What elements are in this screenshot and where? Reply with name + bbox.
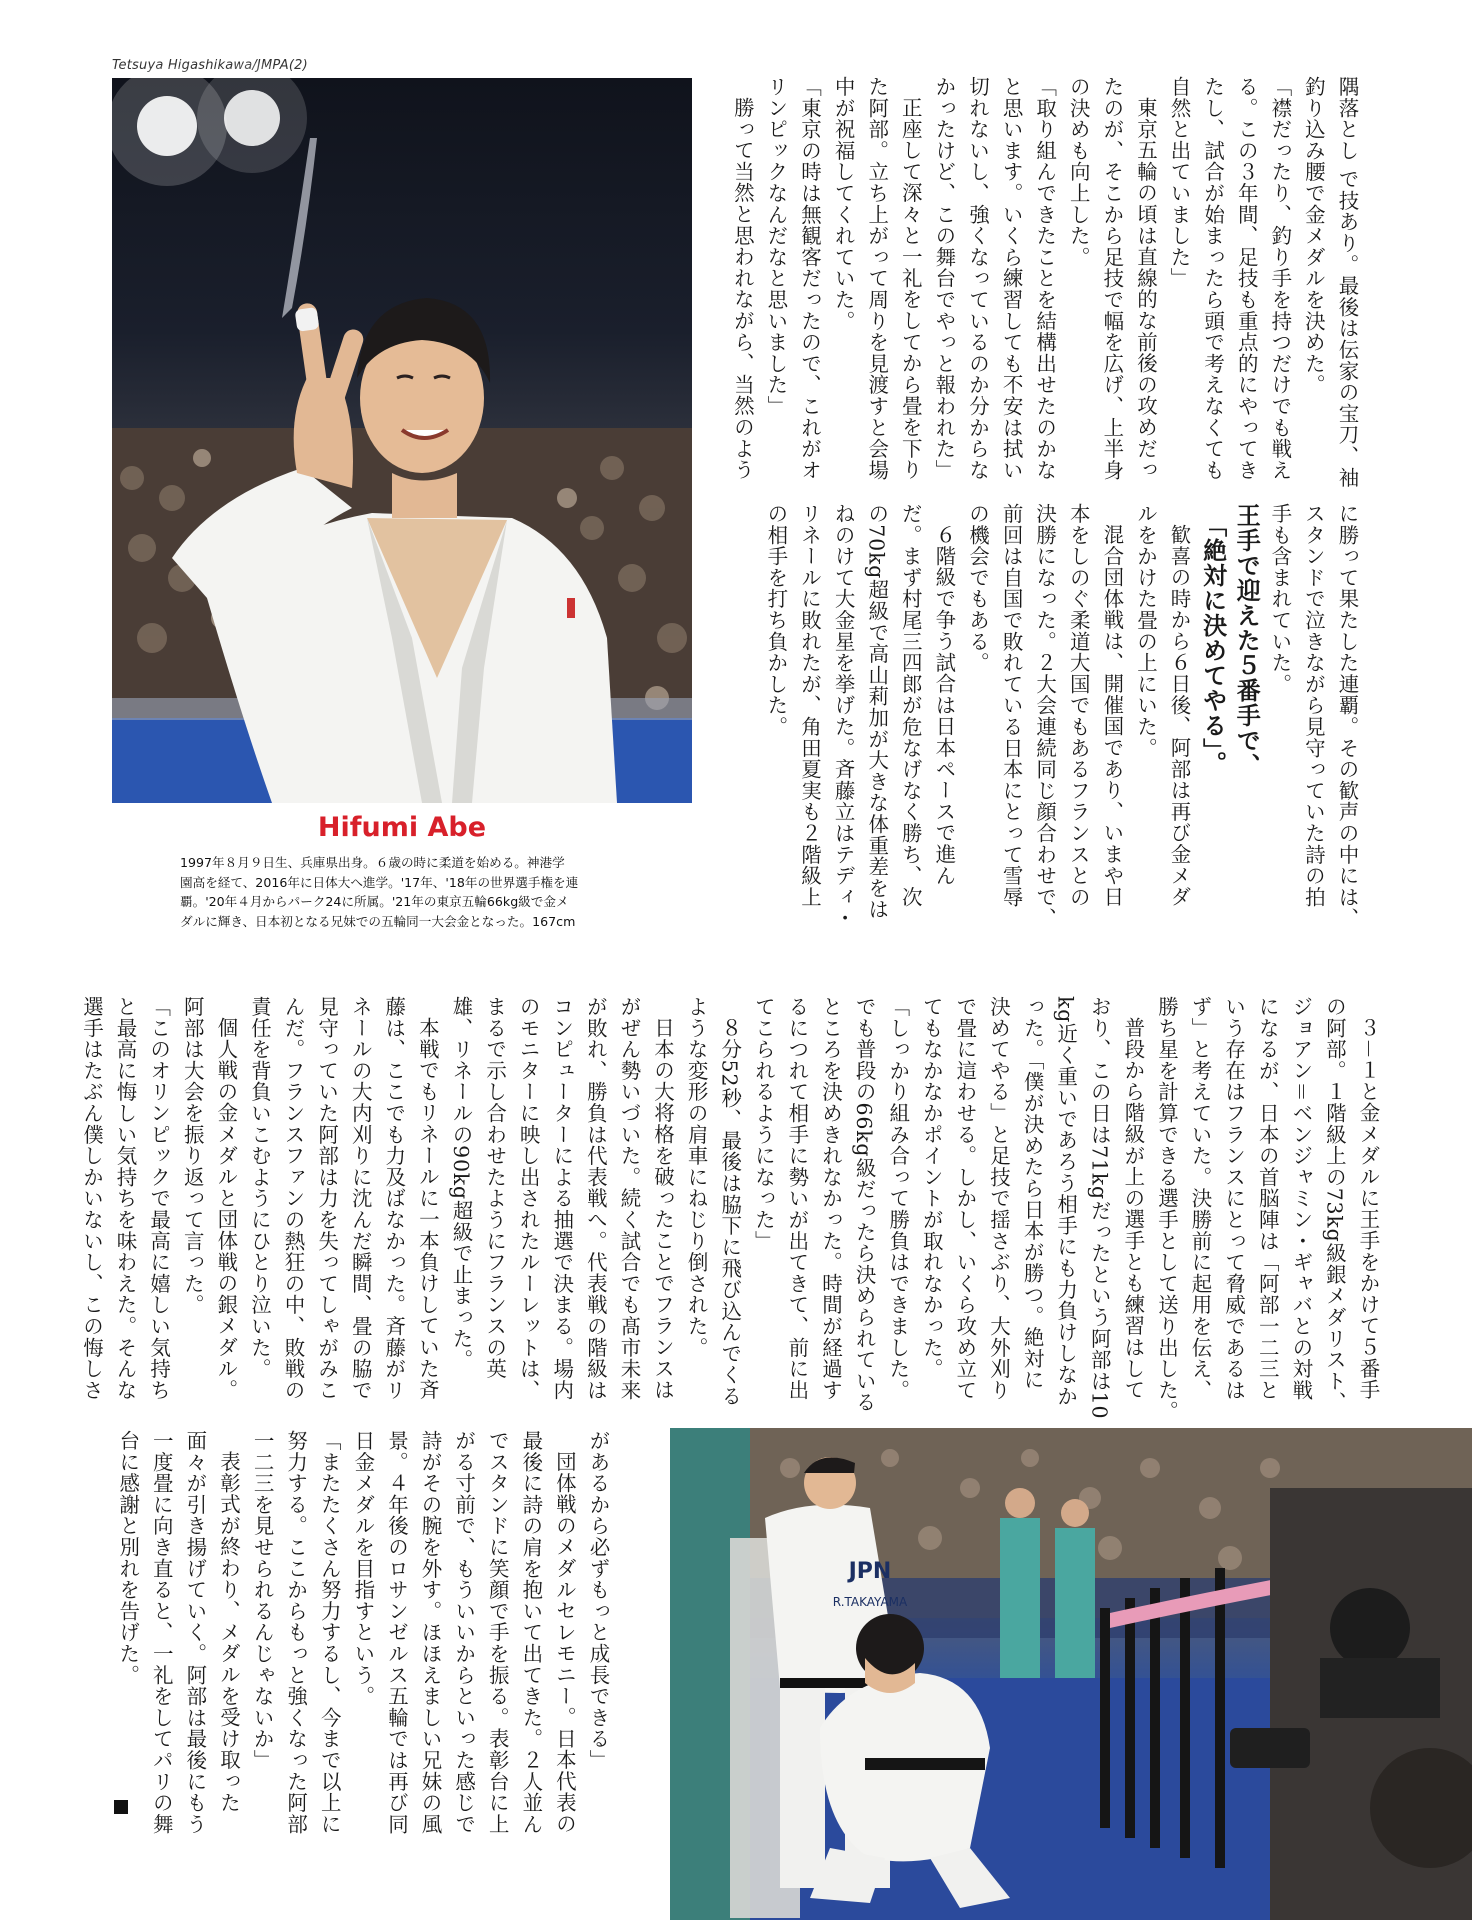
text-line: たのが、そこから足技で幅を広げ、上半身 [1099, 76, 1124, 481]
text-line: 勝ち星を計算できる選手として送り出した。 [1154, 996, 1179, 1422]
text-line: 東京五輪の頃は直線的な前後の攻めだっ [1133, 96, 1158, 480]
athlete-name: Hifumi Abe [317, 812, 487, 843]
text-line: 中が祝福してくれていた。 [831, 76, 856, 332]
text-line: が敗れ、勝負は代表戦へ。代表戦の階級は [583, 996, 608, 1401]
abe-crouching-illustration [670, 1428, 1472, 1920]
text-line: と思います。いくら練習しても不安は拭い [999, 76, 1024, 481]
text-line: たし、試合が始まったら頭で考えなくても [1200, 76, 1225, 481]
text-line: る。この３年間、足技も重点的にやってき [1234, 76, 1259, 481]
text-line: だ。まず村尾三四郎が危なげなく勝ち、次 [898, 503, 923, 908]
text-line: 表彰式が終わり、メダルを受け取った [216, 1450, 241, 1813]
text-line: の決めも向上した。 [1066, 76, 1091, 268]
text-line: 一度畳に向き直ると、一礼をしてパリの舞 [149, 1430, 174, 1835]
text-line: 団体戦のメダルセレモニー。日本代表の [552, 1450, 577, 1834]
jersey-name-text: R.TAKAYAMA [832, 1595, 908, 1609]
text-line: ジョアン＝ベンジャミン・ギャバとの対戦 [1288, 996, 1313, 1401]
text-line: 「襟だったり、釣り手を持つだけでも戦え [1267, 76, 1292, 481]
text-line: ねのけて大金星を挙げた。斉藤立はテディ・ [831, 503, 856, 929]
text-line: 混合団体戦は、開催国であり、いまや日 [1099, 523, 1124, 907]
text-line: の70kg超級で高山莉加が大きな体重差をは [864, 503, 889, 920]
text-line: かったけど、この舞台でやっと報われた」 [931, 76, 956, 481]
text-line: てこられるようになった」 [751, 996, 776, 1252]
text-line: ところを決めきれなかった。時間が経過す [818, 996, 843, 1401]
article-column-middle [79, 996, 1384, 1422]
text-line: 前回は自国で敗れている日本にとって雪辱 [999, 503, 1024, 908]
text-line: 歓喜の時から６日後、阿部は再び金メダ [1167, 523, 1192, 907]
text-line: おり、この日は71kgだったという阿部は10 [1087, 996, 1112, 1420]
section-heading: 王手で迎えた５番手で、 [1232, 503, 1261, 778]
text-line: でも普段の66kg級だったら決められている [852, 996, 877, 1413]
text-line: 個人戦の金メダルと団体戦の銀メダル。 [213, 1016, 238, 1400]
text-line: リネールに敗れたが、角田夏実も２階級上 [797, 503, 822, 908]
abe-crouching-photo [670, 1428, 1472, 1920]
bio-line: 園高を経て、2016年に日体大へ進学。'17年、'18年の世界選手権を連 [180, 874, 579, 890]
text-line: 正座して深々と一礼をしてから畳を下り [898, 96, 923, 480]
text-line: ず」と考えていた。決勝前に起用を伝え、 [1188, 996, 1213, 1401]
abe-victory-illustration [112, 78, 692, 803]
text-line: った。「僕が決めたら日本が勝つ。絶対に [1020, 996, 1045, 1391]
text-line: ような変形の肩車にねじり倒された。 [684, 996, 709, 1359]
text-line: コンピューターによる抽選で決まる。場内 [549, 996, 574, 1401]
text-line: 普段から階級が上の選手とも練習はして [1120, 1016, 1145, 1400]
text-line: ６階級で争う試合は日本ペースで進ん [931, 523, 956, 886]
text-line: があるから必ずもっと成長できる」 [586, 1430, 610, 1771]
text-line: 決めてやる」と足技で揺さぶり、大外刈り [986, 996, 1011, 1401]
text-line: 隅落とし で技あり。最後は伝家の宝刀、袖 [1335, 76, 1359, 489]
text-line: 景。４年後のロサンゼルス五輪では再び同 [384, 1430, 409, 1835]
text-line: 面々が引き揚げていく。阿部は最後にもう [182, 1430, 207, 1835]
text-line: 日本の大将格を破ったことでフランスは [650, 1016, 675, 1400]
text-line: 本をしのぐ柔道大国でもあるフランスとの [1066, 503, 1091, 908]
text-line: 責任を背負いこむようにひとり泣いた。 [247, 996, 272, 1380]
text-line: の阿部。１階級上の73kg級銀メダリスト、 [1322, 996, 1347, 1413]
text-line: 「しっかり組み合って勝負はできました。 [885, 996, 910, 1401]
text-line: 「取り組んできたことを結構出せたのかな [1032, 76, 1057, 481]
text-line: と最高に悔しい気持ちを味わえた。そんな [113, 996, 138, 1401]
text-line: ルをかけた畳の上にいた。 [1133, 503, 1158, 759]
text-line: kg近く重いであろう相手にも力負けしなか [1053, 996, 1078, 1407]
text-line: 詩がその腕を外す。ほほえましい兄妹の風 [418, 1430, 443, 1835]
text-line: た阿部。立ち上がって周りを見渡すと会場 [864, 76, 889, 481]
section-heading: 「絶対に決めてやる」。 [1198, 512, 1227, 776]
text-line: リンピックなんだなと思いました」 [763, 76, 788, 417]
text-line: 「またたくさん努力するし、今まで以上に [317, 1430, 342, 1835]
text-line: 本戦でもリネールに一本負けしていた斉 [415, 1016, 440, 1400]
text-line: 勝って当然と思われながら、当然のよう [730, 96, 755, 480]
text-line: 釣り込み腰で金メダルを決めた。 [1301, 76, 1326, 396]
article-column-mid-right [763, 503, 1363, 929]
jersey-country-text: JPN [848, 1559, 892, 1584]
text-line: 見守っていた阿部は力を失ってしゃがみこ [314, 996, 339, 1401]
text-line: 藤は、ここでも力及ばなかった。斉藤がリ [381, 996, 406, 1401]
text-line: の機会でもある。 [965, 503, 990, 674]
text-line: がる寸前で、もういいからといった感じで [451, 1430, 476, 1835]
text-line: 日金メダルを目指すという。 [350, 1430, 375, 1707]
text-line: 努力する。ここからもっと強くなった阿部 [283, 1430, 308, 1835]
text-line: スタンドで泣きながら見守っていた詩の拍 [1301, 503, 1326, 908]
text-line: 阿部は大会を振り返って言った。 [180, 996, 205, 1316]
text-line: がぜん勢いづいた。続く試合でも髙市未来 [616, 996, 641, 1401]
text-line: 自然と出ていました」 [1167, 76, 1192, 289]
article-end-mark [114, 1800, 128, 1814]
text-line: で畳に這わせる。しかし、いくら攻め立て [952, 996, 977, 1401]
article-column-top-right [730, 76, 1363, 489]
text-line: 切れないし、強くなっているのか分からな [965, 76, 990, 481]
text-line: てもなかなかポイントが取れなかった。 [919, 996, 944, 1380]
text-line: んだ。フランスファンの熱狂の中、敗戦の [281, 996, 305, 1401]
text-line: でスタンドに笑顔で手を振る。表彰台に上 [485, 1430, 510, 1835]
text-line: 決勝になった。２大会連続同じ顔合わせで、 [1032, 503, 1057, 929]
text-line: 最後に詩の肩を抱いて出てきた。２人並ん [518, 1430, 543, 1835]
text-line: のモニターに映し出されたルーレットは、 [516, 996, 541, 1401]
bio-line: 覇。'20年４月からパーク24に所属。'21年の東京五輪66kg級で金メ [180, 894, 569, 909]
text-line: 一二三を見せられるんじゃないか」 [250, 1430, 275, 1771]
text-line: ネールの大内刈りに沈んだ瞬間、畳の脇で [348, 996, 373, 1401]
text-line: 「このオリンピックで最高に嬉しい気持ち [146, 996, 171, 1401]
text-line: まるで示し合わせたようにフランスの英 [482, 996, 507, 1380]
text-line: 雄、リネールの90kg超級で止まった。 [448, 996, 473, 1371]
abe-victory-photo [112, 78, 692, 803]
text-line: 台に感謝と別れを告げた。 [115, 1430, 140, 1686]
text-line: の相手を打ち負かした。 [763, 503, 788, 738]
bio-line: ダルに輝き、日本初となる兄妹での五輪同一大会金となった。167cm [180, 913, 576, 929]
text-line: るにつれて相手に勢いが出てきて、前に出 [784, 996, 809, 1401]
bio-line: 1997年８月９日生、兵庫県出身。６歳の時に柔道を始める。神港学 [180, 855, 565, 870]
athlete-bio [180, 853, 640, 931]
text-line: 手も含まれていた。 [1267, 503, 1292, 695]
text-line: に勝って果たした連覇。その歓声の中には、 [1335, 503, 1359, 929]
text-line: ８分52秒、最後は脇下に飛び込んでくる [717, 1016, 742, 1407]
photo-credit: Tetsuya Higashikawa/JMPA(2) [112, 58, 308, 73]
text-line: になるが、日本の首脳陣は「阿部一二三と [1255, 996, 1280, 1401]
article-column-bottom-left [104, 1430, 614, 1835]
text-line: 選手はたぶん僕しかいないし、この悔しさ [79, 996, 104, 1401]
text-line: いう存在はフランスにとって脅威であるは [1221, 996, 1246, 1401]
text-line: ３－１と金メダルに王手をかけて５番手 [1356, 1016, 1380, 1400]
text-line: 「東京の時は無観客だったので、これがオ [797, 76, 822, 481]
